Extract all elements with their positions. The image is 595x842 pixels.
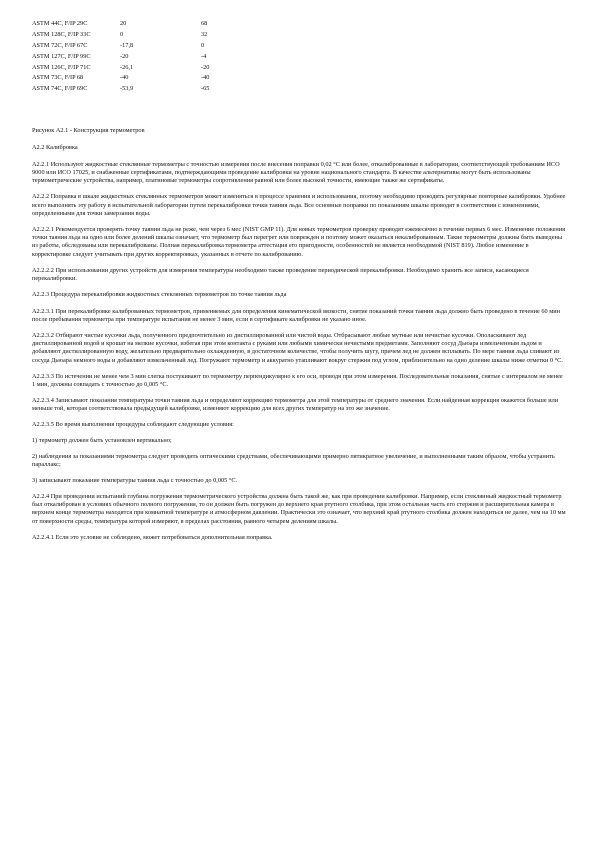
paragraph-a2231: А2.2.3.1 При перекалибровке калиброванных термометров, применяемых для определения кинематической вязкости, снятие показаний точки таяния льда должно быть проведено в течение 60 мин после пребывания термометра при температуре испытания не менее 3 мин, если в сертификате калибровки не указано иное. (32, 307, 560, 323)
table-row (32, 20, 292, 31)
paragraph-a2232: А2.2.3.2 Отбирают чистые кусочки льда, полученного предпочтительно из дистиллированной или чистой воды. Отбрасывают любые мутные или нечистые кусочки. Ополаскивают лед дистиллированной водой и крошат на мелкие кусочки, избегая при этом контакта с руками или любыми химически нечистыми предметами. Заполняют сосуд Дьюара измельченным льдом и добавляют дистиллированную воду, желательно предварительно охлажденную, в достаточном количестве, чтобы получить шугу, причем лед не должен всплывать. По мере таяния льда сливают из сосуда Дьюара немного воды и добавляют измельченный лед. Погружают термометр и аккуратно утапливают вокруг стержня под углом, приблизительно на одно деление шкалы ниже отметки 0 °С. (32, 331, 563, 364)
table-cell: 68 (201, 20, 208, 27)
table-cell: -17,8 (120, 41, 134, 49)
table-cell: ASTM 128C, F/IP 33C (32, 30, 91, 38)
figure-caption: Рисунок А2.1 - Конструкция термометров (32, 127, 145, 134)
table-cell: ASTM 126C, F/IP 71C (32, 63, 91, 71)
section-heading-a223: А2.2.3 Процедура перекалибровки жидкостных стеклянных термометров по точке таяния льда (32, 290, 287, 298)
paragraph-a2233: А2.2.3.3 По истечении не менее чем 3 мин слегка постукивают по термометру перпендикулярно к его оси, проводя при этом измерения. Последовательные показания, снятые с интервалом не менее 1 мин, должны совпадать с точностью до 0,005 °С. (32, 372, 563, 388)
list-item-2: 2) наблюдения за показаниями термометра следует проводить оптическими средствами, обеспечивающими примерно пятикратное увеличение, и выполненными таким образом, чтобы устранить параллакс; (32, 452, 555, 469)
section-heading-a22: А2.2 Калибровка (32, 143, 78, 151)
table-cell: ASTM 127C, F/IP 99C (32, 52, 91, 60)
list-item-3: 3) записывают показание температуры таяния льда с точностью до 0,005 °С. (32, 476, 238, 484)
table-cell: ASTM 74C, F/IP 69C (32, 85, 88, 93)
table-cell: ASTM 44C, F/IP 29C (32, 20, 88, 27)
table-cell: -20 (120, 52, 129, 60)
table-cell: 20 (120, 20, 127, 27)
table-cell: -65 (201, 85, 210, 93)
table-row (32, 64, 292, 75)
table-cell: 0 (201, 41, 205, 49)
table-cell: ASTM 73C, F/IP 68 (32, 74, 84, 82)
table-cell: -53,9 (120, 85, 134, 93)
paragraph-a2241: А2.2.4.1 Если это условие не соблюдено, может потребоваться дополнительная поправка. (32, 533, 273, 541)
document-body (32, 127, 567, 549)
table-cell: 0 (120, 30, 124, 38)
paragraph-a224: А2.2.4 При проведении испытаний глубина погружения термометрического устройства должна быть такой же, как при проведении калибровки. Например, если стеклянный жидкостный термометр был откалиброван в условиях обычного полного погружения, то он должен быть погружен до верхнего края ртутного столбика, при этом остальная часть его стержня и расширительная камера в верхнем конце термометра находятся при комнатной температуре и атмосферном давлении. Практически это означает, что верхний край ртутного столбика должен находиться не далее, чем на 10 мм от поверхности среды, температура которой измеряют, в пределах расстояния, равного четырем делениям шкалы. (32, 492, 566, 525)
paragraph-a221: А2.2.1 Используют жидкостные стеклянные термометры с точностью измерения после внесения поправки 0,02 °С или более, откалиброванные в лаборатории, соответствующей требованиям ИСО 9000 или ИСО 17025, и снабженные сертификатами, подтверждающими проведение калибровки на уровне национального стандарта. В качестве альтернативы могут быть использованы термометрические устройства, например, платиновые термометры сопротивления равной или более высокой точности, имеющие также же сертификаты. (32, 160, 560, 185)
table-cell: ASTM 72C, F/IP 67C (32, 41, 88, 49)
list-item-1: 1) термометр должен быть установлен вертикально; (32, 436, 172, 444)
table-cell: -20 (201, 63, 210, 71)
paragraph-a2221: А2.2.2.1 Рекомендуется проверять точку таяния льда не реже, чем через 6 мес (NIST GMP 11). Для новых термометров проверку проводят ежемесячно в течение первых 6 мес. Изменение положения точки таяния льда на одно или более делений шкалы означает, что термометр был перегрет или поврежден и поэтому может оказаться некалиброванным. Такие термометры должны быть выведены из работы, обследованы или перекалиброваны. Полная перекалибровка термометра аттестация его пригодности, особенностей не является необходимой (NIST 819). Любое изменение в корректировке следует учитывать при других корректировках, указанных в отчете по калиброванию. (32, 225, 566, 258)
table-row (32, 53, 292, 64)
table-cell: 32 (201, 30, 208, 38)
table-cell: -40 (120, 74, 129, 82)
table-cell: -4 (201, 52, 207, 60)
table-cell: -40 (201, 74, 210, 82)
table-cell: -26,1 (120, 63, 134, 71)
table-row (32, 74, 292, 85)
paragraph-a2235: А2.2.3.5 Во время выполнения процедуры соблюдают следующие условия: (32, 420, 234, 428)
table-row (32, 85, 292, 96)
table-row (32, 31, 292, 42)
paragraph-a2234: А2.2.3.4 Записывают показания температуры точки таяния льда и определяют коррекцию термометра для этой температуры от среднего значения. Если найденная коррекция окажется больше или меньше той, которая соответствовала предыдущей калибровке, изменяют коррекцию для всех других температур на это же значение. (32, 396, 559, 413)
thermometer-table (32, 20, 292, 96)
paragraph-a2222: А2.2.2.2 При использовании других устройств для измерения температуры необходимо также проведение периодической перекалибровки. Необходимо хранить все записи, касающиеся перекалибровки. (32, 266, 529, 282)
table-row (32, 42, 292, 53)
paragraph-a222: А2.2.2 Поправка в шкале жидкостных стеклянных термометров может изменяться в процессе хранения и использования, поэтому необходимо проводить регулярные повторные калибровки. Удобнее всего выполнять эту работу в испытательной лаборатории путем перекалибровки точки таяния льда. Все основные поправки по показаниям шкалы проводят в соответствии с изменениями, определенными для точки замерзания воды. (32, 193, 566, 217)
